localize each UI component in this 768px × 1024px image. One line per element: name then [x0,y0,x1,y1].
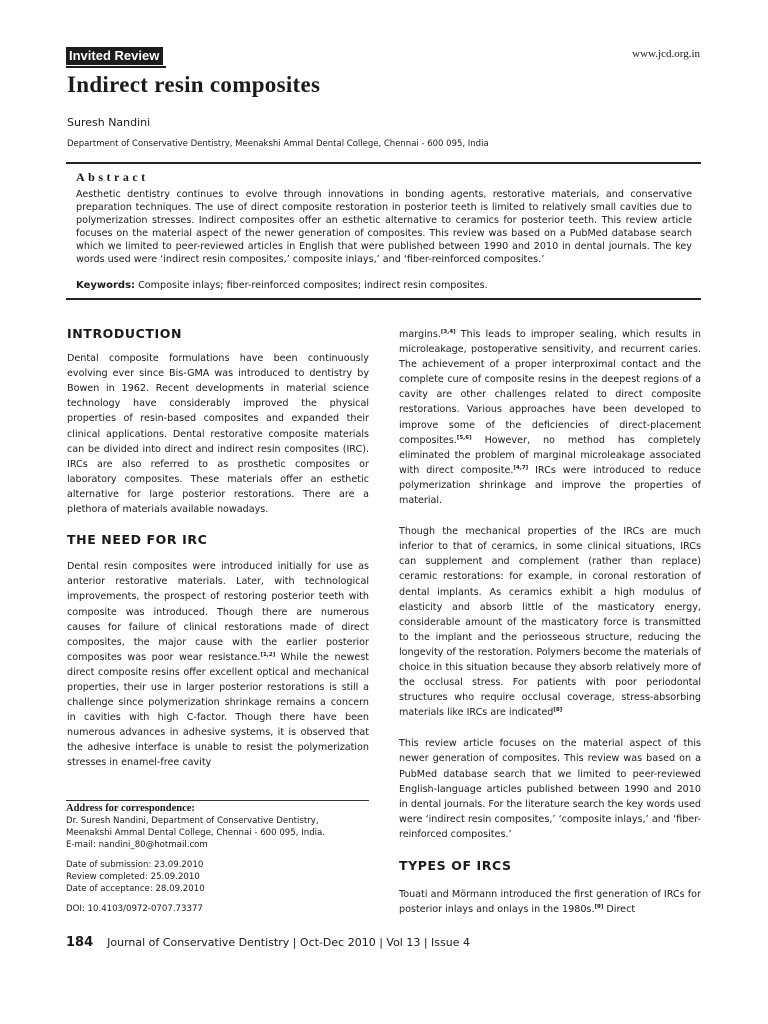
correspondence-block [66,803,369,915]
journal-website-link[interactable]: www.jcd.org.in [632,48,700,60]
right-column [399,327,701,917]
abstract-bottom-rule [66,298,701,300]
author-affiliation: Department of Conservative Dentistry, Meenakshi Ammal Dental College, Chennai - 600 095, India [67,139,489,149]
citation-ref[interactable]: [3,4] [440,328,456,335]
author-name: Suresh Nandini [67,116,151,129]
abstract-heading: Abstract [76,170,149,184]
right-paragraph-4 [399,887,701,917]
text-run: Though the mechanical properties of the IRCs are much inferior to that of ceramics, in some clinical situations, IRCs can supplement and complement (rather than replace) ceramic restorations: for example, in coronal restoration of dental implants. As ceramics exhibit a high modulus of elasticity and absorb little of the masticatory energy, considerable amount of the masticatory force is transmitted to the implant and the periosseous structure, reducing the longevity of the restoration. Polymers become the materials of choice in this situation because they absorb relatively more of the occlusal stress. For patients with poor periodontal structures who require occlusal coverage, stress-absorbing materials like IRCs are indicated [399,526,701,719]
text-run: Touati and Mörmann introduced the first generation of IRCs for posterior inlays and onlays in the 1980s. [399,889,701,916]
correspondence-heading: Address for correspondence: [66,803,195,814]
citation-ref[interactable]: [8] [553,707,563,714]
keywords-text: Composite inlays; fiber-reinforced composites; indirect resin composites. [138,280,488,291]
badge-underline [66,66,166,68]
page-footer [66,935,470,950]
need-for-irc-paragraph [67,559,369,770]
left-column [67,326,369,771]
need-for-irc-heading: THE NEED FOR IRC [67,532,208,548]
text-run: However, no method has completely eliminated the problem of marginal microleakage associated with direct composite. [399,434,701,476]
introduction-heading: INTRODUCTION [67,326,183,341]
citation-ref[interactable]: [4,7] [513,464,529,471]
keywords-line [76,279,692,292]
correspondence-line: Meenakshi Ammal Dental College, Chennai - 600 095, India. [66,828,326,838]
right-paragraph-3: This review article focuses on the material aspect of this newer generation of composites. This review was based on a PubMed database search that we limited to peer-reviewed English-language articles published between 1990 and 2010 in dental journals. For the literature search the key words used were ‘indirect resin composites,’ ‘composite inlays,’ and ‘fiber-reinforced composites.’ [399,738,701,840]
right-paragraph-1 [399,327,701,508]
journal-citation: Journal of Conservative Dentistry | Oct-Dec 2010 | Vol 13 | Issue 4 [107,936,470,949]
right-paragraph-2 [399,524,701,720]
article-title: Indirect resin composites [67,72,321,97]
acceptance-date: Date of acceptance: 28.09.2010 [66,884,205,894]
correspondence-line: Dr. Suresh Nandini, Department of Conservative Dentistry, [66,816,319,826]
correspondence-rule [66,800,369,801]
correspondence-email[interactable]: E-mail: nandini_80@hotmail.com [66,840,208,850]
review-date: Review completed: 25.09.2010 [66,872,200,882]
submission-date: Date of submission: 23.09.2010 [66,860,204,870]
abstract-top-rule [66,162,701,164]
page-number: 184 [66,935,94,950]
text-run: Direct [603,904,636,916]
text-run: This leads to improper sealing, which results in microleakage, postoperative sensitivity, and recurrent caries. The achievement of a proper interproximal contact and the complete cure of composite resins in the deepest regions of a cavity are other challenges related to direct composite restorations. Various approaches have been developed to improve some of the deficiencies of direct-placement composites. [399,329,701,446]
introduction-paragraph: Dental composite formulations have been continuously evolving ever since Bis-GMA was introduced to dentistry by Bowen in 1962. Recent developments in material science technology have considerably improved the physical properties of resin-based composites and expanded their clinical applications. Dental restorative composite materials can be divided into direct and indirect resin composites (IRC). IRCs are also referred to as prosthetic composites or laboratory composites. These materials offer an esthetic alternative for large posterior restorations. There are a plethora of materials available nowadays. [67,353,369,516]
abstract-text: Aesthetic dentistry continues to evolve through innovations in bonding agents, restorative materials, and conservative preparation techniques. The use of direct composite restoration in posterior teeth is limited to relatively small cavities due to polymerization stresses. Indirect composites offer an esthetic alternative to ceramics for posterior teeth. This review article focuses on the material aspect of the newer generation of composites. This review was based on a PubMed database search which we limited to peer-reviewed articles in English that were published between 1990 and 2010 in dental journals. The key words used were ‘indirect resin composites,’ composite inlays,’ and ‘fiber-reinforced composites.’ [76,189,692,266]
citation-ref[interactable]: [1,2] [260,651,276,658]
article-type-badge: Invited Review [66,47,163,65]
doi[interactable]: DOI: 10.4103/0972-0707.73377 [66,904,203,914]
types-of-ircs-heading: TYPES OF IRCS [399,858,512,873]
citation-ref[interactable]: [5,6] [456,434,472,441]
need-text-part-a: Dental resin composites were introduced initially for use as anterior restorative materials. Later, with technological improvements, the prospect of restoring posterior teeth with composite was introduced. Though there are numerous causes for failure of clinical restorations made of direct composites, the major cause with the earlier posterior composites was poor wear resistance. [67,561,369,663]
need-text-part-b: While the newest direct composite resins offer excellent optical and mechanical properties, their use in larger posterior restorations is still a challenge since polymerization shrinkage remains a concern in cavities with high C-factor. Though there have been numerous advances in adhesive systems, it is observed that the adhesive interface is unable to resist the polymerization stresses in enamel-free cavity [67,651,370,769]
keywords-label: Keywords: [76,280,136,291]
citation-ref[interactable]: [9] [594,904,604,910]
text-run: IRCs were introduced to reduce polymerization shrinkage and improve the properties of material. [399,464,701,507]
text-run: margins. [399,329,441,340]
